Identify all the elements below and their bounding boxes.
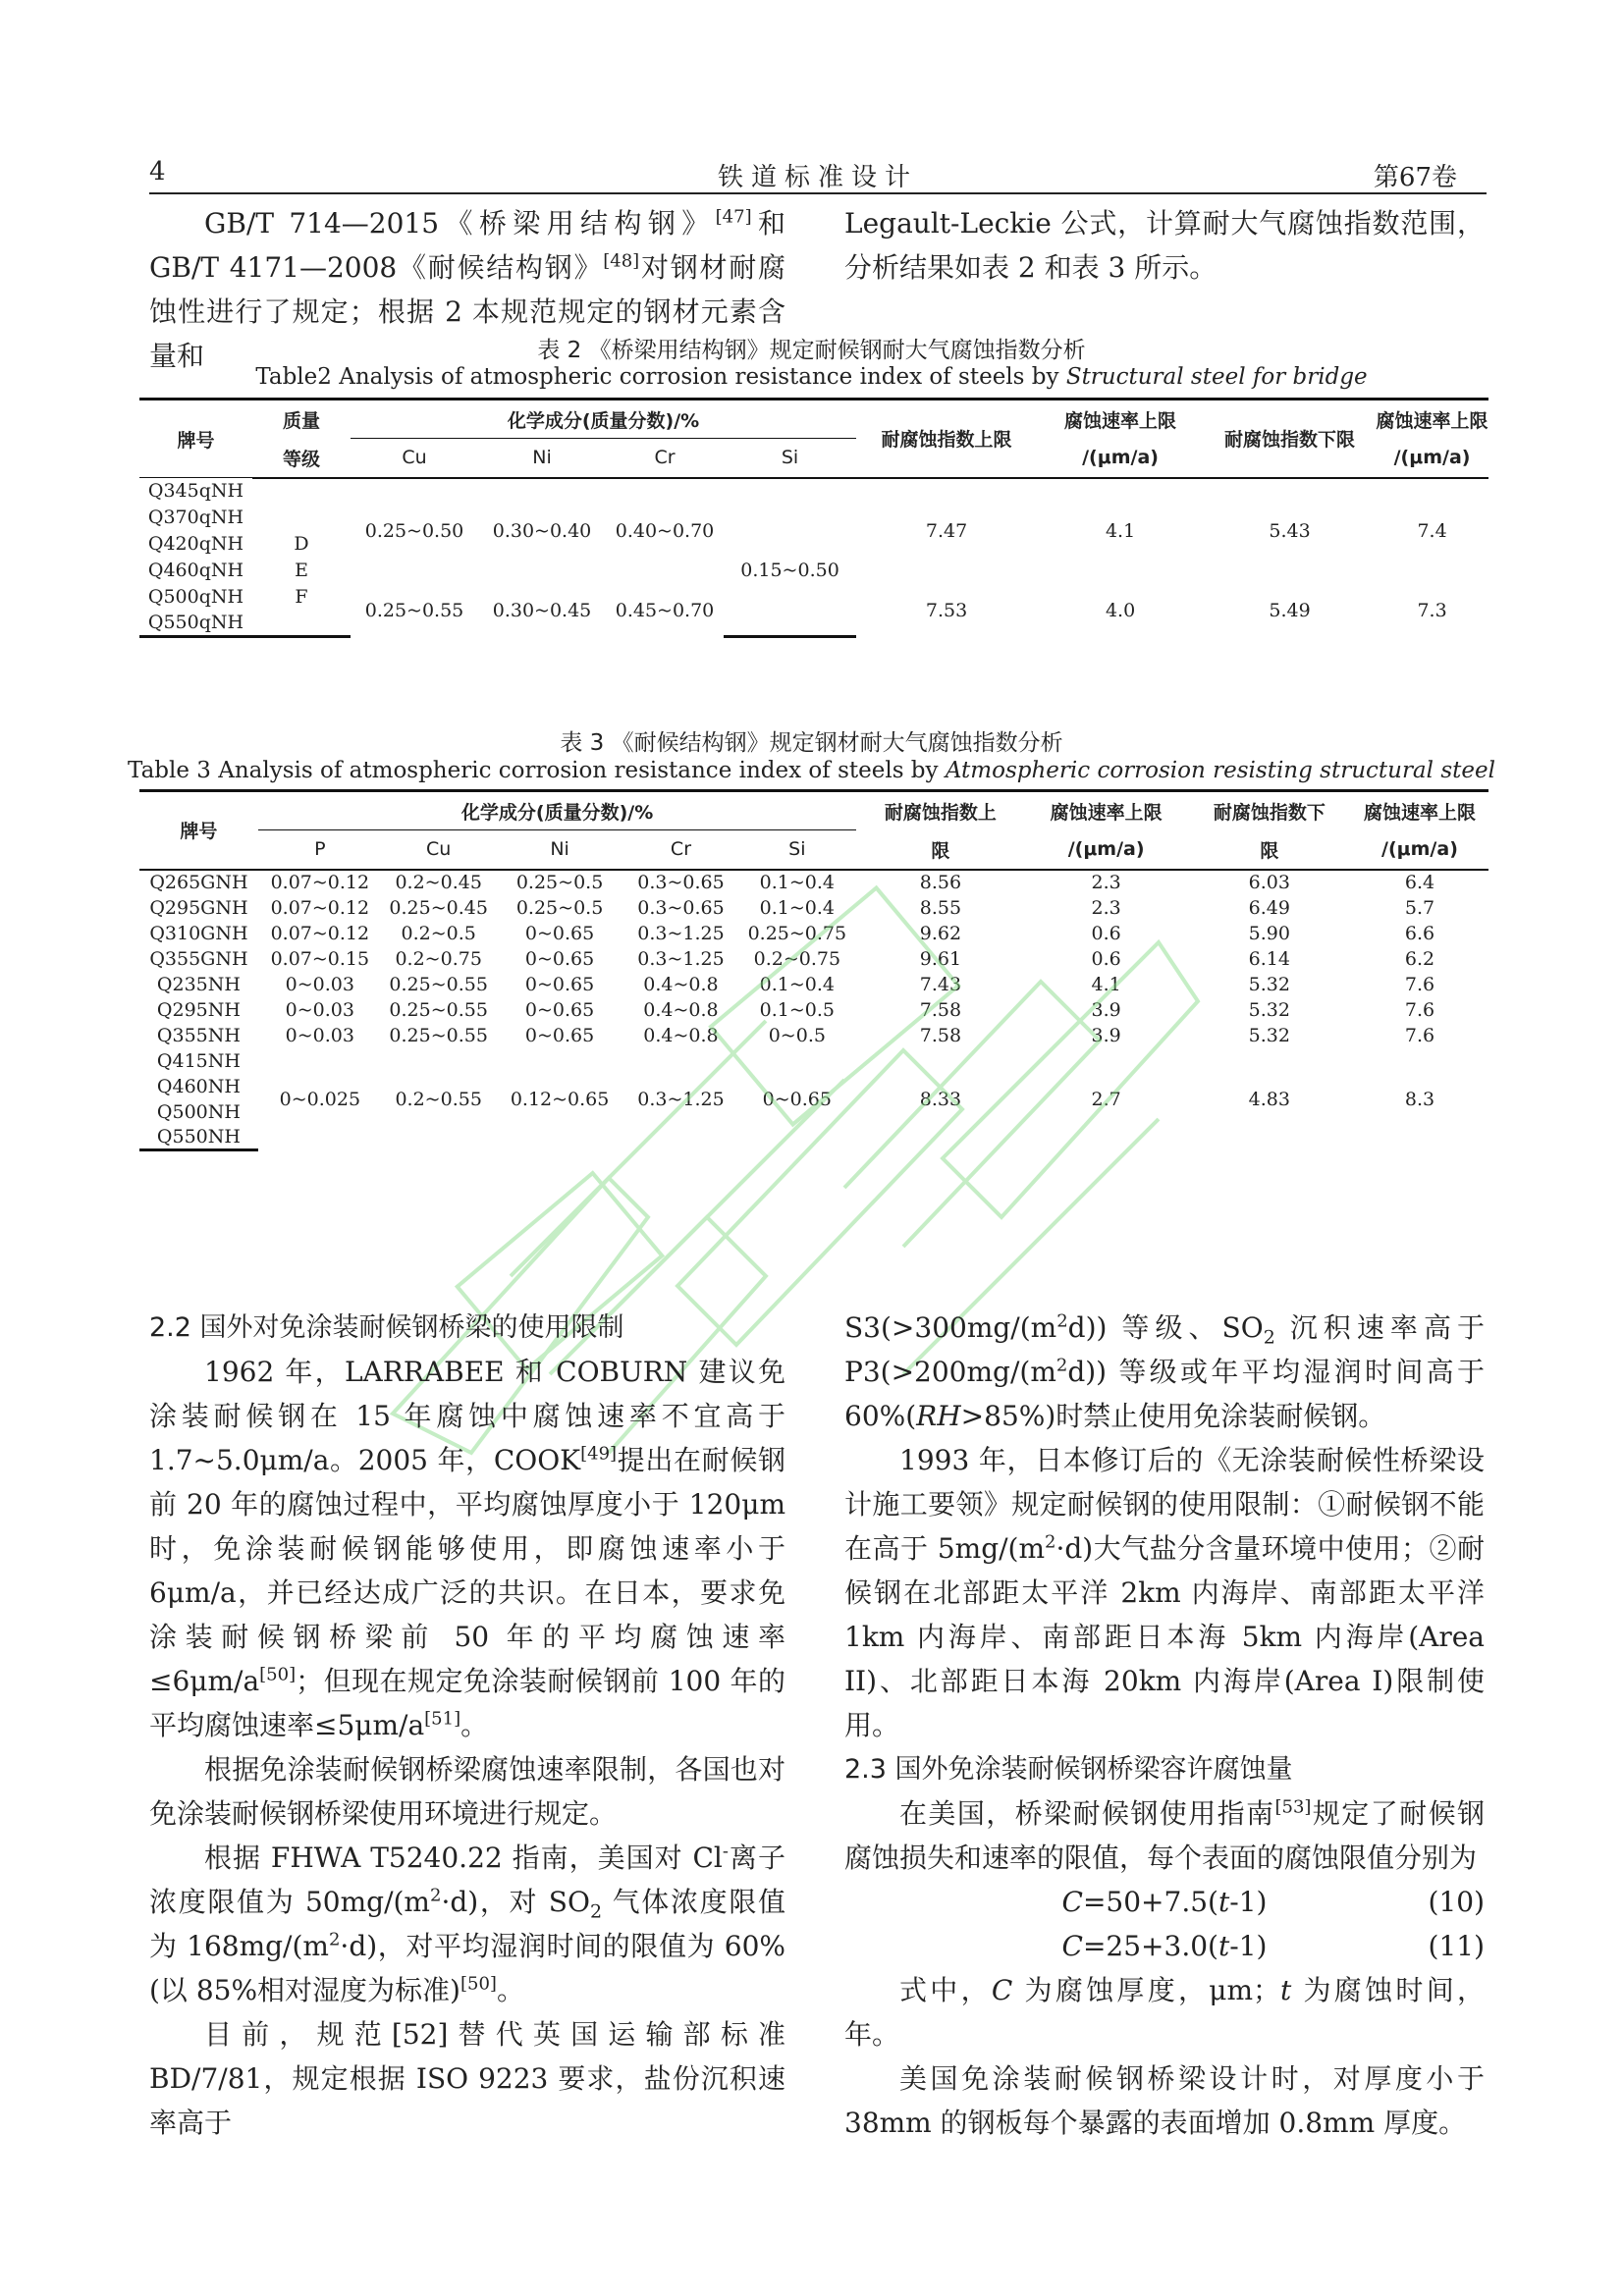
t3-header-rate2-unit: /(μm/a)	[1351, 830, 1488, 870]
t3-group-grade: Q500NH	[156, 1100, 241, 1123]
table2	[139, 398, 1488, 638]
t3-cell: 0.4~0.8	[643, 973, 719, 995]
t3-group-si: 0~0.65	[762, 1088, 832, 1110]
table-row	[139, 946, 1488, 972]
t3-cell: 0.25~0.5	[515, 872, 604, 893]
t2-g1-cu: 0.25~0.50	[364, 519, 464, 542]
t3-cell: 0.25~0.55	[389, 973, 488, 995]
t2-header-rate1: 腐蚀速率上限	[1037, 400, 1204, 439]
t3-cell: 0~0.65	[524, 922, 595, 944]
t3-group-rate2: 8.3	[1404, 1088, 1435, 1110]
equation-number: (11)	[1428, 1930, 1485, 1962]
t3-header-ni: Ni	[496, 830, 624, 870]
t2-header-rate1-unit: /(μm/a)	[1037, 439, 1204, 478]
t2-header-cu: Cu	[351, 439, 478, 478]
t3-cell: 0.6	[1091, 922, 1121, 944]
t2-grade: Q460qNH	[147, 560, 244, 581]
page-number: 4	[149, 157, 166, 187]
t2-grade: Q420qNH	[147, 533, 244, 555]
volume-label: 第67卷	[1373, 163, 1457, 192]
t3-grade: Q265GNH	[149, 872, 248, 893]
t3-cell: 5.32	[1248, 973, 1290, 995]
t3-cell: 6.49	[1248, 896, 1290, 919]
table-row	[139, 997, 1488, 1023]
t3-group-cr: 0.3~1.25	[637, 1088, 725, 1110]
t3-group-grade: Q415NH	[156, 1049, 241, 1072]
equation-11: C=25+3.0(t-1) (11)	[844, 1924, 1485, 1968]
t2-header-upper: 耐腐蚀指数上限	[856, 400, 1037, 478]
t2-g2-rate2: 7.3	[1417, 599, 1447, 621]
t2-grade: Q500qNH	[147, 586, 244, 608]
t3-cell: 0~0.65	[524, 973, 595, 995]
t3-cell: 7.58	[919, 1024, 962, 1046]
t2-g2-ni: 0.30~0.45	[492, 599, 592, 621]
t2-header-grade: 牌号	[139, 400, 252, 478]
t3-cell: 0.2~0.75	[395, 947, 482, 970]
paragraph: 目前，规范[52]替代英国运输部标准 BD/7/81，规定根据 ISO 9223 要求，盐份沉积速率高于	[149, 2018, 785, 2139]
t3-cell: 0.6	[1091, 947, 1121, 970]
t2-header-quality-2: 等级	[252, 439, 351, 478]
t2-si: 0.15~0.50	[740, 560, 839, 581]
paragraph: 式中，C 为腐蚀厚度，μm；t 为腐蚀时间，年。	[844, 1974, 1485, 2051]
t3-header-rate1: 腐蚀速率上限	[1025, 791, 1188, 830]
table2-caption-cn: 表 2 《桥梁用结构钢》规定耐候钢耐大气腐蚀指数分析	[537, 338, 1086, 363]
t2-grade: Q345qNH	[147, 480, 244, 503]
t3-cell: 0.4~0.8	[643, 998, 719, 1021]
left-column	[149, 1306, 785, 2145]
t3-cell: 7.6	[1404, 998, 1435, 1021]
t3-cell: 6.14	[1248, 947, 1290, 970]
t3-group-ni: 0.12~0.65	[510, 1088, 610, 1110]
t3-cell: 0.25~0.45	[389, 896, 488, 919]
t3-cell: 0~0.5	[768, 1024, 826, 1046]
t3-cell: 0.07~0.15	[270, 947, 370, 970]
t2-grade: Q550qNH	[139, 611, 252, 637]
t2-header-rate2-unit: /(μm/a)	[1376, 439, 1488, 478]
t3-grade: Q295GNH	[149, 896, 248, 919]
table-row	[139, 1023, 1488, 1048]
t2-header-quality: 质量	[252, 400, 351, 439]
t2-g1-ni: 0.30~0.40	[492, 519, 592, 542]
t3-header-upper-2: 限	[856, 830, 1024, 870]
t2-quality: D	[294, 533, 309, 555]
t3-cell: 0.2~0.45	[395, 872, 482, 893]
t3-cell: 0.25~0.55	[389, 1024, 488, 1046]
t2-header-cr: Cr	[606, 439, 724, 478]
t3-cell: 4.1	[1091, 973, 1121, 995]
t3-cell: 0.07~0.12	[270, 896, 370, 919]
equation-number: (10)	[1428, 1886, 1485, 1918]
equation-10: C=50+7.5(t-1) (10)	[844, 1880, 1485, 1924]
t3-cell: 0~0.65	[524, 998, 595, 1021]
table3-caption-en: Table 3 Analysis of atmospheric corrosion resistance index of steels by Atmospheric corrosion resisting structural steel	[128, 758, 1495, 783]
t3-header-si: Si	[737, 830, 856, 870]
t3-cell: 0.4~0.8	[643, 1024, 719, 1046]
t3-cell: 0.07~0.12	[270, 872, 370, 893]
t3-header-rate1-unit: /(μm/a)	[1025, 830, 1188, 870]
t2-g2-lower: 5.49	[1269, 599, 1311, 621]
t3-cell: 0.1~0.4	[759, 896, 836, 919]
t3-cell: 5.32	[1248, 998, 1290, 1021]
t3-cell: 7.6	[1404, 973, 1435, 995]
t3-group-upper: 8.33	[919, 1088, 962, 1110]
t3-cell: 5.7	[1404, 896, 1435, 919]
t3-cell: 9.62	[919, 922, 962, 944]
t3-cell: 0.3~1.25	[637, 922, 725, 944]
intro-paragraph-cont: Legault-Leckie 公式，计算耐大气腐蚀指数范围，分析结果如表 2 和表 3 所示。	[844, 207, 1485, 284]
t3-cell: 7.43	[919, 973, 962, 995]
table-row	[139, 921, 1488, 946]
table-row	[139, 870, 1488, 895]
intro-right-column	[844, 201, 1485, 290]
running-header	[149, 153, 1487, 194]
t3-header-lower: 耐腐蚀指数下	[1188, 791, 1351, 830]
t3-header-chem: 化学成分(质量分数)/%	[258, 791, 856, 830]
t2-grade: Q370qNH	[147, 507, 244, 528]
t2-header-chem: 化学成分(质量分数)/%	[351, 400, 856, 439]
t3-cell: 2.3	[1091, 872, 1121, 893]
t3-cell: 0.1~0.4	[759, 872, 836, 893]
paragraph: 美国免涂装耐候钢桥梁设计时，对厚度小于 38mm 的钢板每个暴露的表面增加 0.8mm 厚度。	[844, 2062, 1485, 2139]
section-2-3-heading: 2.3 国外免涂装耐候钢桥梁容许腐蚀量	[844, 1754, 1293, 1785]
t3-cell: 8.56	[919, 872, 962, 893]
t3-cell: 5.32	[1248, 1024, 1290, 1046]
right-column	[844, 1306, 1485, 2145]
paragraph: 在美国，桥梁耐候钢使用指南[53]规定了耐候钢腐蚀损失和速率的限值，每个表面的腐蚀限值分别为	[844, 1796, 1485, 1874]
t3-cell: 0.1~0.4	[759, 973, 836, 995]
t3-header-cu: Cu	[382, 830, 496, 870]
t2-g1-cr: 0.40~0.70	[615, 519, 715, 542]
t2-header-ni: Ni	[478, 439, 606, 478]
t3-header-p: P	[258, 830, 382, 870]
t3-cell: 0.3~0.65	[637, 896, 725, 919]
t3-cell: 0.3~1.25	[637, 947, 725, 970]
t3-group-cu: 0.2~0.55	[395, 1088, 482, 1110]
section-2-2-heading: 2.2 国外对免涂装耐候钢桥梁的使用限制	[149, 1312, 624, 1343]
t3-cell: 6.03	[1248, 872, 1290, 893]
t2-g2-rate1: 4.0	[1105, 599, 1136, 621]
t2-quality: E	[295, 560, 308, 581]
t3-header-grade: 牌号	[139, 791, 258, 870]
t3-grade: Q355GNH	[149, 947, 248, 970]
t3-header-rate2: 腐蚀速率上限	[1351, 791, 1488, 830]
t3-cell: 0~0.65	[524, 947, 595, 970]
t3-cell: 0.25~0.75	[747, 922, 847, 944]
t3-grade: Q295NH	[156, 998, 241, 1021]
t3-cell: 0.07~0.12	[270, 922, 370, 944]
t3-grade: Q235NH	[156, 973, 241, 995]
t3-cell: 0~0.03	[285, 1024, 354, 1046]
t3-cell: 0~0.65	[524, 1024, 595, 1046]
t2-g1-rate1: 4.1	[1105, 519, 1136, 542]
t2-header-lower: 耐腐蚀指数下限	[1204, 400, 1376, 478]
t3-cell: 6.2	[1404, 947, 1435, 970]
table3-caption-cn: 表 3 《耐候结构钢》规定钢材耐大气腐蚀指数分析	[560, 730, 1063, 756]
paragraph: 根据 FHWA T5240.22 指南，美国对 Cl-离子浓度限值为 $50mg/(m^2\cdot d)$，对 $SO_2$ 气体浓度限值为 $168mg/(m^2\cdot d)$，对平均湿润时间的限值为 60%(以 85%相对湿度为标准)[50]。	[149, 1841, 785, 2006]
paragraph-cont: $S3(>300mg/(m^2d))$ 等级、$SO_2$ 沉积速率高于 $P3(>200mg/(m^2d))$ 等级或年平均湿润时间高于 60%(RH>85%)时禁止使用免涂装耐候钢。	[844, 1310, 1485, 1432]
t2-g1-upper: 7.47	[925, 519, 968, 542]
t3-cell: 6.6	[1404, 922, 1435, 944]
t3-cell: 0~0.03	[285, 973, 354, 995]
t3-cell: 7.6	[1404, 1024, 1435, 1046]
t2-g2-cr: 0.45~0.70	[615, 599, 715, 621]
t3-cell: 5.90	[1248, 922, 1290, 944]
t3-header-cr: Cr	[624, 830, 738, 870]
t3-cell: 6.4	[1404, 872, 1435, 893]
t3-cell: 0.25~0.55	[389, 998, 488, 1021]
t2-g2-cu: 0.25~0.55	[364, 599, 464, 621]
t3-cell: 0.2~0.75	[753, 947, 841, 970]
t3-cell: 0.2~0.5	[401, 922, 476, 944]
t2-g1-lower: 5.43	[1269, 519, 1311, 542]
t3-cell: 9.61	[919, 947, 962, 970]
t3-group-lower: 4.83	[1248, 1088, 1290, 1110]
t3-cell: 0.1~0.5	[759, 998, 836, 1021]
table-row	[139, 972, 1488, 997]
t2-header-rate2: 腐蚀速率上限	[1376, 400, 1488, 439]
t2-g1-rate2: 7.4	[1417, 519, 1447, 542]
t3-group-p: 0~0.025	[279, 1088, 361, 1110]
t3-grade: Q310GNH	[149, 922, 248, 944]
t3-cell: 0.25~0.5	[515, 896, 604, 919]
t3-cell: 0.3~0.65	[637, 872, 725, 893]
paragraph: 1993 年，日本修订后的《无涂装耐候性桥梁设计施工要领》规定耐候钢的使用限制：①耐候钢不能在高于 $5mg/(m^2\cdot d)$大气盐分含量环境中使用；②耐候钢在北部距太平洋 2km 内海岸、南部距太平洋 1km 内海岸、南部距日本海 5km 内海岸(Area II)、北部距日本海 20km 内海岸(Area I)限制使用。	[844, 1444, 1485, 1741]
table3	[139, 789, 1488, 1151]
t3-header-lower-2: 限	[1188, 830, 1351, 870]
t3-grade: Q355NH	[156, 1024, 241, 1046]
table2-caption-en: Table2 Analysis of atmospheric corrosion resistance index of steels by Structural steel for bridge	[255, 364, 1368, 390]
t3-cell: 2.3	[1091, 896, 1121, 919]
t2-quality: F	[295, 586, 308, 608]
t2-g2-upper: 7.53	[925, 599, 968, 621]
t3-group-grade: Q550NH	[139, 1125, 258, 1150]
journal-title: 铁道标准设计	[717, 163, 918, 192]
intro-paragraph: GB/T 714—2015《桥梁用结构钢》[47]和 GB/T 4171—2008《耐候结构钢》[48]对钢材耐腐蚀性进行了规定；根据 2 本规范规定的钢材元素含量和	[149, 206, 785, 372]
t3-cell: 0~0.03	[285, 998, 354, 1021]
paragraph: 1962 年，LARRABEE 和 COBURN 建议免涂装耐候钢在 15 年腐蚀中腐蚀速率不宜高于 1.7~5.0μm/a。2005 年，COOK[49]提出在耐候钢前 20 年的腐蚀过程中，平均腐蚀厚度小于 120μm 时，免涂装耐候钢能够使用，即腐蚀速率小于 6μm/a，并已经达成广泛的共识。在日本，要求免涂装耐候钢桥梁前 50 年的平均腐蚀速率≤6μm/a[50]；但现在规定免涂装耐候钢前 100 年的平均腐蚀速率≤5μm/a[51]。	[149, 1356, 785, 1741]
t3-cell: 7.58	[919, 998, 962, 1021]
t3-cell: 3.9	[1091, 998, 1121, 1021]
paragraph: 根据免涂装耐候钢桥梁腐蚀速率限制，各国也对免涂装耐候钢桥梁使用环境进行规定。	[149, 1753, 785, 1830]
t3-header-upper: 耐腐蚀指数上	[856, 791, 1024, 830]
t3-group-rate1: 2.7	[1091, 1088, 1121, 1110]
t3-group-grade: Q460NH	[156, 1075, 241, 1097]
t2-header-si: Si	[724, 439, 856, 478]
t3-cell: 3.9	[1091, 1024, 1121, 1046]
table-row	[139, 895, 1488, 921]
t3-cell: 8.55	[919, 896, 962, 919]
